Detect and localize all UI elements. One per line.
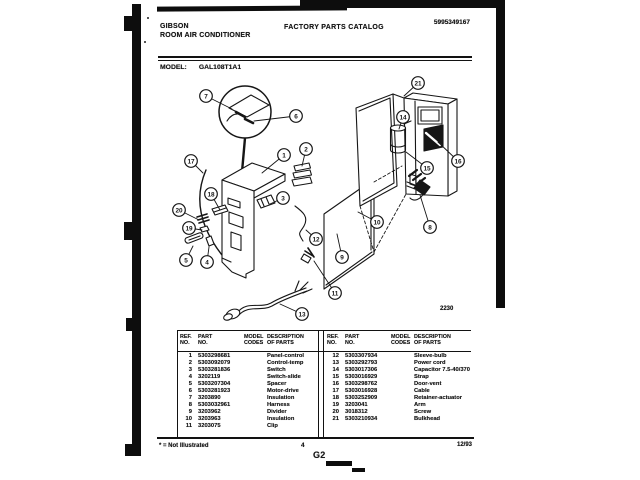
description: Switch-slide — [267, 374, 301, 380]
ref-no: 6 — [188, 388, 192, 394]
part-no: 3203963 — [198, 416, 221, 422]
callout-10 — [371, 216, 384, 229]
ref-no: 8 — [188, 402, 192, 408]
column-header: REF. NO. — [180, 334, 192, 346]
description: Motor-drive — [267, 388, 299, 394]
description: Panel-control — [267, 353, 305, 359]
column-header: MODEL CODES — [244, 334, 264, 346]
model-codes — [391, 367, 414, 374]
svg-text:4: 4 — [205, 259, 209, 267]
model-value: GAL108T1A1 — [198, 64, 242, 71]
table-row — [327, 374, 470, 381]
description: Door-vent — [414, 381, 442, 387]
svg-text:7: 7 — [204, 93, 208, 101]
model-codes — [244, 381, 267, 388]
svg-text:15: 15 — [423, 165, 431, 173]
table-row — [180, 388, 317, 395]
callout-15 — [421, 162, 434, 175]
ref-no: 10 — [185, 416, 192, 422]
ref-no: 5 — [188, 381, 192, 387]
table-header-right — [327, 331, 470, 350]
ref-no: 17 — [332, 388, 339, 394]
description: Screw — [414, 409, 432, 415]
description: Switch — [267, 367, 286, 373]
table-row — [327, 353, 470, 360]
callout-8 — [424, 221, 437, 234]
catalog-title: FACTORY PARTS CATALOG — [284, 24, 384, 31]
part-no: 3203041 — [345, 402, 368, 408]
description: Control-temp — [267, 360, 304, 366]
description: Retainer-actuator — [414, 395, 462, 401]
parts-table-left — [180, 331, 317, 438]
model-codes — [391, 374, 414, 381]
ref-no: 15 — [332, 374, 339, 380]
callout-6 — [290, 110, 303, 123]
description: Clip — [267, 423, 278, 429]
ref-no: 20 — [332, 409, 339, 415]
table-row — [180, 395, 317, 402]
brand-name: GIBSON — [160, 23, 189, 30]
part-no: 5303281836 — [198, 367, 231, 373]
svg-text:18: 18 — [207, 191, 215, 199]
switch-part — [257, 195, 275, 208]
svg-text:10: 10 — [373, 219, 381, 227]
callout-1 — [278, 149, 291, 162]
table-header-left — [180, 331, 317, 350]
model-codes — [391, 381, 414, 388]
callout-12 — [310, 233, 323, 246]
svg-text:5: 5 — [184, 257, 188, 265]
svg-text:8: 8 — [428, 224, 432, 232]
column-header: DESCRIPTION OF PARTS — [267, 334, 304, 346]
part-no: 5303281923 — [198, 388, 231, 394]
page-number: 4 — [301, 442, 305, 449]
model-codes — [244, 423, 267, 430]
description: Spacer — [267, 381, 287, 387]
part-no: 5303092079 — [198, 360, 231, 366]
date-code: 12/93 — [456, 442, 472, 448]
magnifier-detail-circle — [219, 86, 271, 172]
table-row — [180, 353, 317, 360]
table-row — [327, 388, 470, 395]
part-no: 5303252909 — [345, 395, 378, 401]
part-no: 5303016929 — [345, 374, 378, 380]
table-row — [180, 416, 317, 423]
column-header: DESCRIPTION OF PARTS — [414, 334, 451, 346]
table-row — [327, 381, 470, 388]
part-no: 5303016928 — [345, 388, 378, 394]
ref-no: 14 — [332, 367, 339, 373]
table-row — [327, 402, 470, 409]
svg-text:6: 6 — [294, 113, 298, 121]
plate-code: G2 — [313, 450, 326, 460]
table-row — [180, 409, 317, 416]
ref-no: 19 — [332, 402, 339, 408]
parts-table-right — [327, 331, 470, 438]
column-header: PART NO. — [345, 334, 360, 346]
part-no: 5303292793 — [345, 360, 378, 366]
table-row — [180, 423, 317, 430]
model-codes — [391, 395, 414, 402]
callout-18 — [205, 188, 218, 201]
callout-3 — [277, 192, 290, 205]
description: Insulation — [267, 395, 295, 401]
description: Cable — [414, 388, 430, 394]
description: Sleeve-bulb — [414, 353, 447, 359]
part-no: 5303210934 — [345, 416, 378, 422]
table-divider-center2 — [323, 331, 324, 438]
plug-part-11 — [301, 248, 314, 263]
table-row — [327, 409, 470, 416]
ref-no: 21 — [332, 416, 339, 422]
ref-no: 2 — [188, 360, 192, 366]
callout-11 — [329, 287, 342, 300]
column-header: PART NO. — [198, 334, 213, 346]
callout-9 — [336, 251, 349, 264]
svg-text:2: 2 — [304, 146, 308, 154]
callout-21 — [412, 77, 425, 90]
description: Strap — [414, 374, 429, 380]
table-border-left — [177, 331, 178, 438]
table-row — [327, 367, 470, 374]
model-codes — [391, 402, 414, 409]
svg-text:3: 3 — [281, 195, 285, 203]
part-no: 5303017306 — [344, 367, 378, 373]
part-no: 3202119 — [198, 374, 221, 380]
control-box — [222, 163, 285, 278]
description: Divider — [267, 409, 287, 415]
table-row — [327, 395, 470, 402]
cord-12 — [295, 206, 306, 241]
svg-text:12: 12 — [312, 236, 320, 244]
part-no: 3203962 — [198, 409, 221, 415]
callout-4 — [201, 256, 214, 269]
svg-text:20: 20 — [175, 207, 183, 215]
not-illustrated-note: * = Not Illustrated — [159, 443, 209, 449]
brand-product-line: ROOM AIR CONDITIONER — [160, 32, 251, 39]
callout-7 — [200, 90, 213, 103]
model-codes — [244, 353, 267, 360]
ref-no: 18 — [332, 395, 339, 401]
part-no: 5303298681 — [198, 353, 231, 359]
model-codes — [244, 416, 267, 423]
callout-16 — [452, 155, 465, 168]
callout-5 — [180, 254, 193, 267]
model-codes — [244, 360, 267, 367]
document-number: 5995349167 — [433, 19, 470, 26]
description: Bulkhead — [414, 416, 441, 422]
part-no: 3203075 — [198, 423, 221, 429]
table-row — [180, 367, 317, 374]
callout-17 — [185, 155, 198, 168]
table-rows-left — [180, 350, 317, 430]
svg-text:1: 1 — [282, 152, 286, 160]
callout-13 — [296, 308, 309, 321]
ref-no: 7 — [188, 395, 192, 401]
callout-14 — [397, 111, 410, 124]
model-codes — [244, 388, 267, 395]
ref-no: 9 — [188, 409, 192, 415]
svg-text:19: 19 — [185, 225, 193, 233]
svg-text:21: 21 — [414, 80, 422, 88]
svg-text:13: 13 — [298, 311, 306, 319]
vent-door — [424, 125, 443, 151]
column-header: MODEL CODES — [391, 334, 411, 346]
description: Power cord — [414, 360, 446, 366]
svg-text:11: 11 — [331, 290, 339, 298]
svg-text:16: 16 — [454, 158, 462, 166]
table-row — [180, 402, 317, 409]
cabinet-door — [356, 94, 404, 206]
callout-2 — [300, 143, 313, 156]
ref-no: 16 — [332, 381, 339, 387]
part-no: 3018312 — [345, 409, 368, 415]
part-no: 5303032961 — [198, 402, 231, 408]
description: Capacitor 7.5-40/370 — [413, 367, 470, 373]
table-row — [327, 360, 470, 367]
table-divider-center — [318, 331, 319, 438]
model-codes — [244, 395, 267, 402]
svg-text:14: 14 — [399, 114, 407, 122]
model-codes — [391, 416, 414, 423]
model-codes — [244, 367, 267, 374]
ref-no: 1 — [188, 353, 192, 359]
ref-no: 12 — [332, 353, 339, 359]
footer-divider — [157, 437, 474, 439]
model-codes — [391, 409, 414, 416]
part-no: 5303307934 — [345, 353, 378, 359]
ref-no: 4 — [188, 374, 192, 380]
model-codes — [244, 374, 267, 381]
svg-text:17: 17 — [187, 158, 195, 166]
column-header: REF. NO. — [327, 334, 339, 346]
figure-code: 2230 — [440, 306, 454, 312]
model-codes — [391, 353, 414, 360]
callout-20 — [173, 204, 186, 217]
model-label: MODEL: — [160, 64, 187, 71]
table-row — [327, 416, 470, 423]
description: Arm — [414, 402, 426, 408]
callout-19 — [183, 222, 196, 235]
model-codes — [391, 360, 414, 367]
table-row — [180, 374, 317, 381]
part-no: 5303298762 — [345, 381, 378, 387]
table-row — [180, 360, 317, 367]
svg-text:9: 9 — [340, 254, 344, 262]
table-rows-right — [327, 350, 470, 423]
description: Insulation — [267, 416, 295, 422]
part-no: 3203890 — [198, 395, 221, 401]
description: Harness — [267, 402, 290, 408]
model-codes — [391, 388, 414, 395]
part-no: 5303207304 — [198, 381, 231, 387]
parts-table — [177, 330, 471, 438]
model-codes — [244, 402, 267, 409]
ref-no: 11 — [185, 423, 192, 429]
table-row — [180, 381, 317, 388]
ref-no: 13 — [332, 360, 339, 366]
model-codes — [244, 409, 267, 416]
ref-no: 3 — [188, 367, 192, 373]
